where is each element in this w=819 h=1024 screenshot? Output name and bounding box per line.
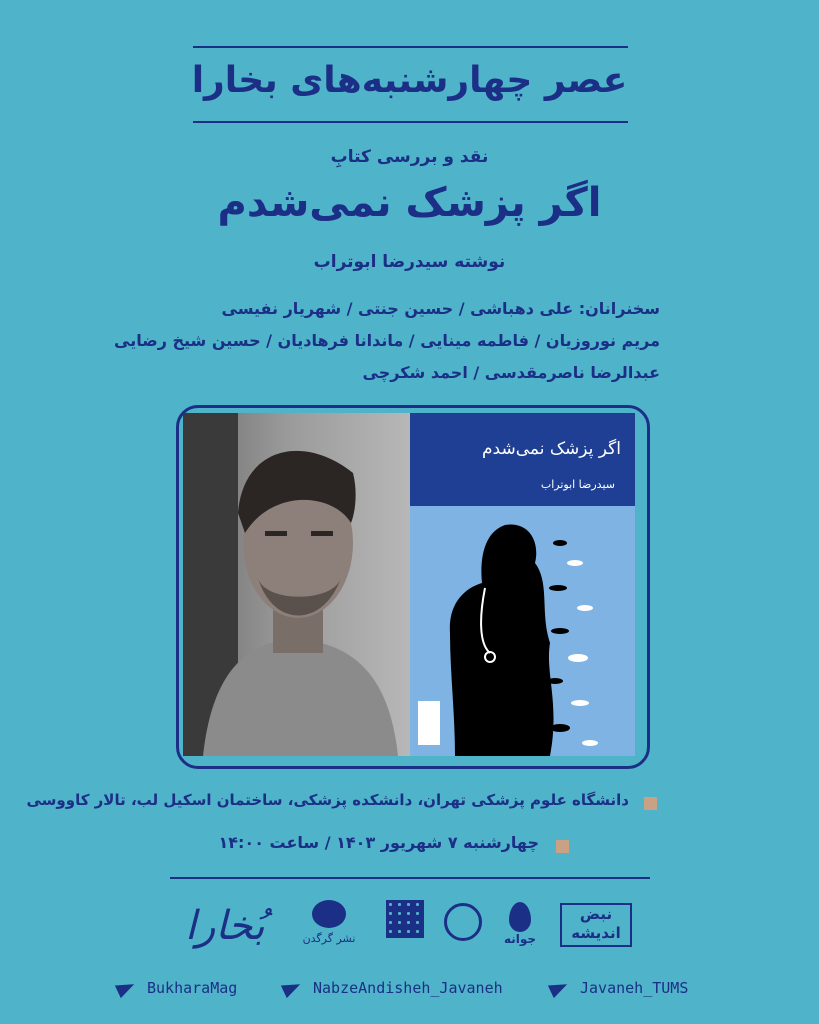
- nabz-logo-line2: اندیشه: [571, 924, 621, 942]
- event-location: دانشگاه علوم پزشکی تهران، دانشکده پزشکی، ساختمان اسکیل لب، تالار کاووسی: [26, 791, 629, 809]
- location-bullet: [644, 797, 657, 810]
- top-rule-2: [193, 121, 628, 123]
- nabz-logo-line1: نبض: [579, 905, 613, 923]
- speakers-line-1: سخنرانان: علی دهباشی / حسین جنتی / شهریار نفیسی: [221, 299, 660, 318]
- bukhara-logo: بُخارا: [185, 903, 265, 949]
- subtitle: نقد و بررسی کتابِ: [330, 147, 489, 167]
- book-title: اگر پزشک نمی‌شدم: [217, 180, 602, 226]
- social-nabz[interactable]: [283, 979, 503, 997]
- cover-author: سیدرضا ابوتراب: [540, 478, 615, 491]
- speakers-line-3: عبدالرضا ناصرمقدسی / احمد شکرچی: [362, 363, 660, 382]
- javaneh-logo: [500, 902, 540, 946]
- speakers-line-2: مریم نوروزیان / فاطمه مینایی / ماندانا فرهادیان / حسین شیخ رضایی: [114, 331, 660, 350]
- series-title: عصر چهارشنبه‌های بخارا: [191, 60, 628, 101]
- author-line: نوشته سیدرضا ابوتراب: [313, 252, 506, 272]
- datetime-bullet: [556, 840, 569, 853]
- book-cover: [410, 413, 635, 756]
- telegram-icon: [548, 978, 570, 998]
- gorgan-logo-label: نشر گرگدن: [302, 932, 356, 945]
- circle-emblem-logo: [444, 903, 482, 941]
- social-handle: BukharaMag: [147, 979, 238, 997]
- social-javaneh[interactable]: [550, 979, 688, 997]
- social-bukhara[interactable]: [117, 979, 237, 997]
- cover-publisher-logo: [418, 701, 440, 745]
- nabz-andisheh-logo: [560, 903, 632, 947]
- pattern-logo: [386, 900, 424, 938]
- speakers-block: [114, 293, 660, 389]
- top-rule-1: [193, 46, 628, 48]
- social-handle: NabzeAndisheh_Javaneh: [313, 979, 503, 997]
- gorgan-publisher-logo: [300, 900, 358, 945]
- javaneh-logo-label: جوانه: [503, 932, 537, 946]
- cover-title: اگر پزشک نمی‌شدم: [482, 439, 621, 459]
- rhino-icon: [312, 900, 346, 928]
- author-photo: [183, 413, 413, 756]
- bottom-rule: [170, 877, 650, 879]
- telegram-icon: [281, 978, 303, 998]
- event-datetime: چهارشنبه ۷ شهریور ۱۴۰۳ / ساعت ۱۴:۰۰: [218, 833, 539, 852]
- drop-icon: [509, 902, 531, 932]
- telegram-icon: [115, 978, 137, 998]
- social-handle: Javaneh_TUMS: [580, 979, 689, 997]
